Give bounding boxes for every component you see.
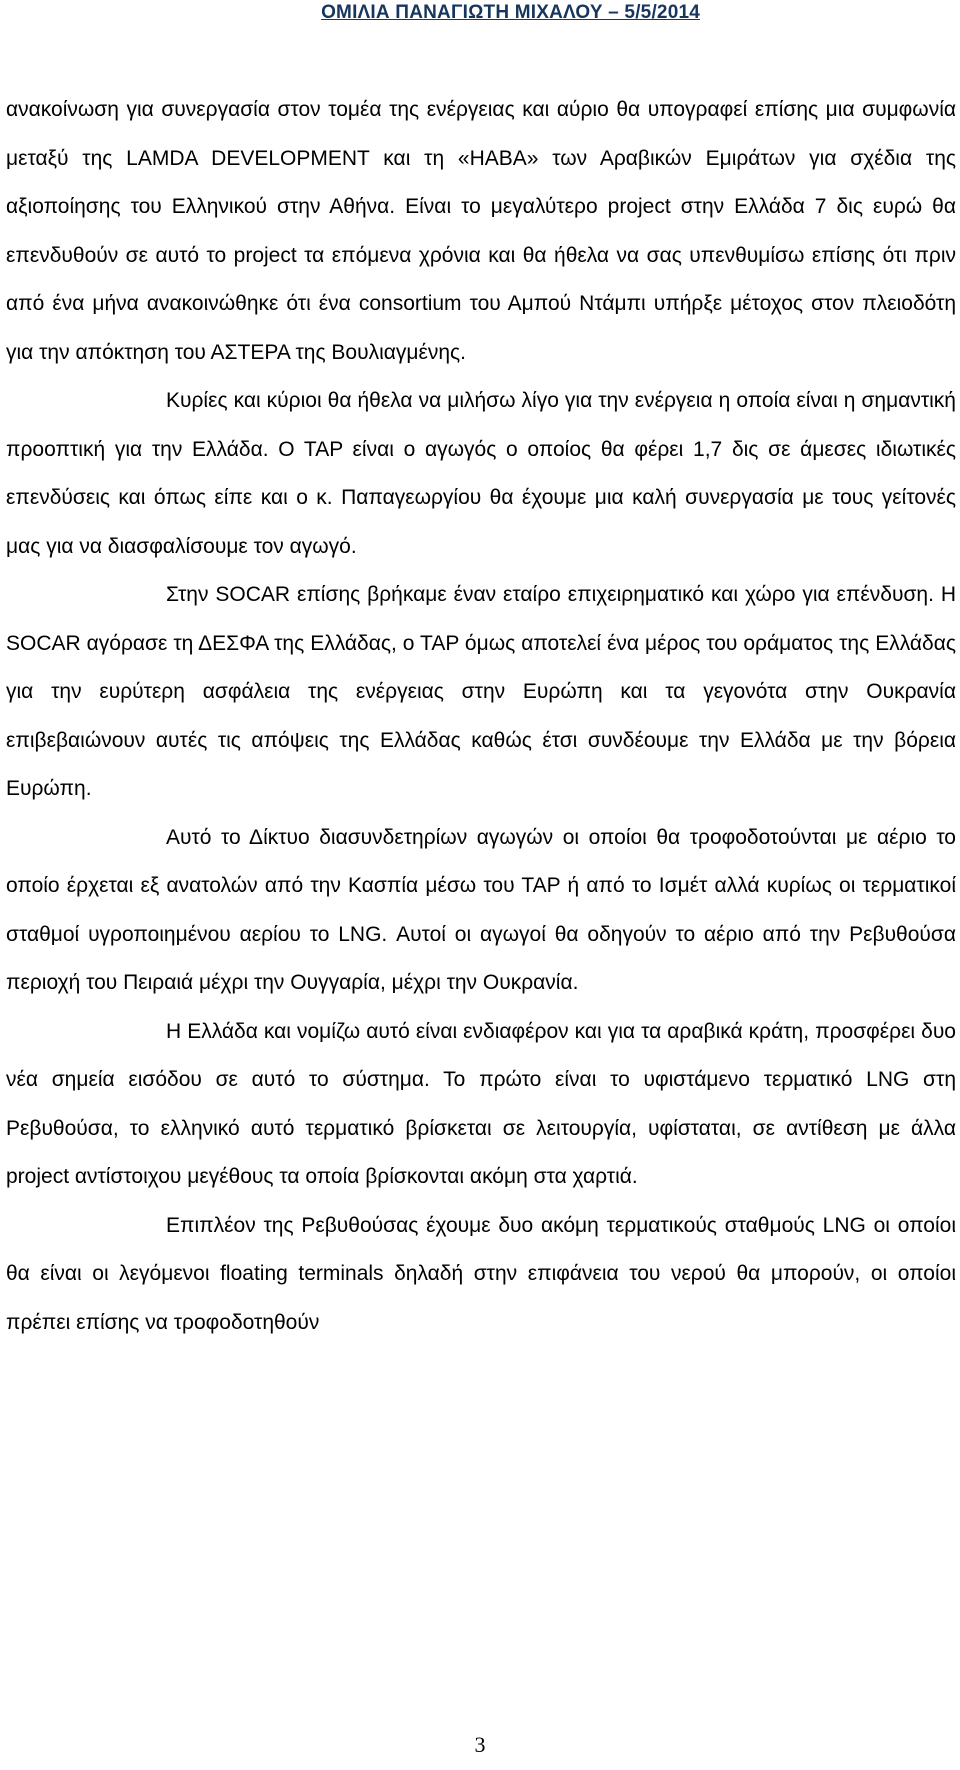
paragraph: Η Ελλάδα και νομίζω αυτό είναι ενδιαφέρον και για τα αραβικά κράτη, προσφέρει δυο νέα σημεία εισόδου σε αυτό το σύστημα. Το πρώτο είναι το υφιστάμενο τερματικό LNG στη Ρεβυθούσα, το ελληνικό αυτό τερματικό βρίσκεται σε λειτουργία, υφίσταται, σε αντίθεση με άλλα project αντίστοιχου μεγέθους τα οποία βρίσκονται ακόμη στα χαρτιά.	[6, 1019, 956, 1188]
document-body	[6, 86, 956, 1347]
paragraph: Αυτό το Δίκτυο διασυνδετηρίων αγωγών οι οποίοι θα τροφοδοτούνται με αέριο το οποίο έρχεται εξ ανατολών από την Κασπία μέσω του ΤΑΡ ή από το Ισμέτ αλλά κυρίως οι τερματικοί σταθμοί υγροποιημένου αερίου το LNG. Αυτοί οι αγωγοί θα οδηγούν το αέριο από την Ρεβυθούσα περιοχή του Πειραιά μέχρι την Ουγγαρία, μέχρι την Ουκρανία.	[6, 825, 956, 994]
paragraph: ανακοίνωση για συνεργασία στον τομέα της ενέργειας και αύριο θα υπογραφεί επίσης μια συμφωνία μεταξύ της LAMDA DEVELOPMENT και τη «ΗΑΒΑ» των Αραβικών Εμιράτων για σχέδια της αξιοποίησης του Ελληνικού στην Αθήνα. Είναι το μεγαλύτερο project στην Ελλάδα 7 δις ευρώ θα επενδυθούν σε αυτό το project τα επόμενα χρόνια και θα ήθελα να σας υπενθυμίσω επίσης ότι πριν από ένα μήνα ανακοινώθηκε ότι ένα consortium του Αμπού Ντάμπι υπήρξε μέτοχος στον πλειοδότη για την απόκτηση του ΑΣΤΕΡΑ της Βουλιαγμένης.	[6, 98, 956, 364]
document-header: ΟΜΙΛΙΑ ΠΑΝΑΓΙΩΤΗ ΜΙΧΑΛΟΥ – 5/5/2014	[321, 2, 700, 23]
paragraph: Επιπλέον της Ρεβυθούσας έχουμε δυο ακόμη τερματικούς σταθμούς LNG οι οποίοι θα είναι οι λεγόμενοι floating terminals δηλαδή στην επιφάνεια του νερού θα μπορούν, οι οποίοι πρέπει επίσης να τροφοδοτηθούν	[6, 1213, 956, 1334]
paragraph: Στην SOCAR επίσης βρήκαμε έναν εταίρο επιχειρηματικό και χώρο για επένδυση. Η SOCAR αγόρασε τη ΔΕΣΦΑ της Ελλάδας, ο ΤΑΡ όμως αποτελεί ένα μέρος του οράματος της Ελλάδας για την ευρύτερη ασφάλεια της ενέργειας στην Ευρώπη και τα γεγονότα στην Ουκρανία επιβεβαιώνουν αυτές τις απόψεις της Ελλάδας καθώς έτσι συνδέουμε την Ελλάδα με την βόρεια Ευρώπη.	[6, 583, 956, 800]
page-number: 3	[474, 1732, 486, 1757]
paragraph: Κυρίες και κύριοι θα ήθελα να μιλήσω λίγο για την ενέργεια η οποία είναι η σημαντική προοπτική για την Ελλάδα. Ο ΤΑΡ είναι ο αγωγός ο οποίος θα φέρει 1,7 δις σε άμεσες ιδιωτικές επενδύσεις και όπως είπε και ο κ. Παπαγεωργίου θα έχουμε μια καλή συνεργασία με τους γείτονές μας για να διασφαλίσουμε τον αγωγό.	[6, 389, 956, 558]
